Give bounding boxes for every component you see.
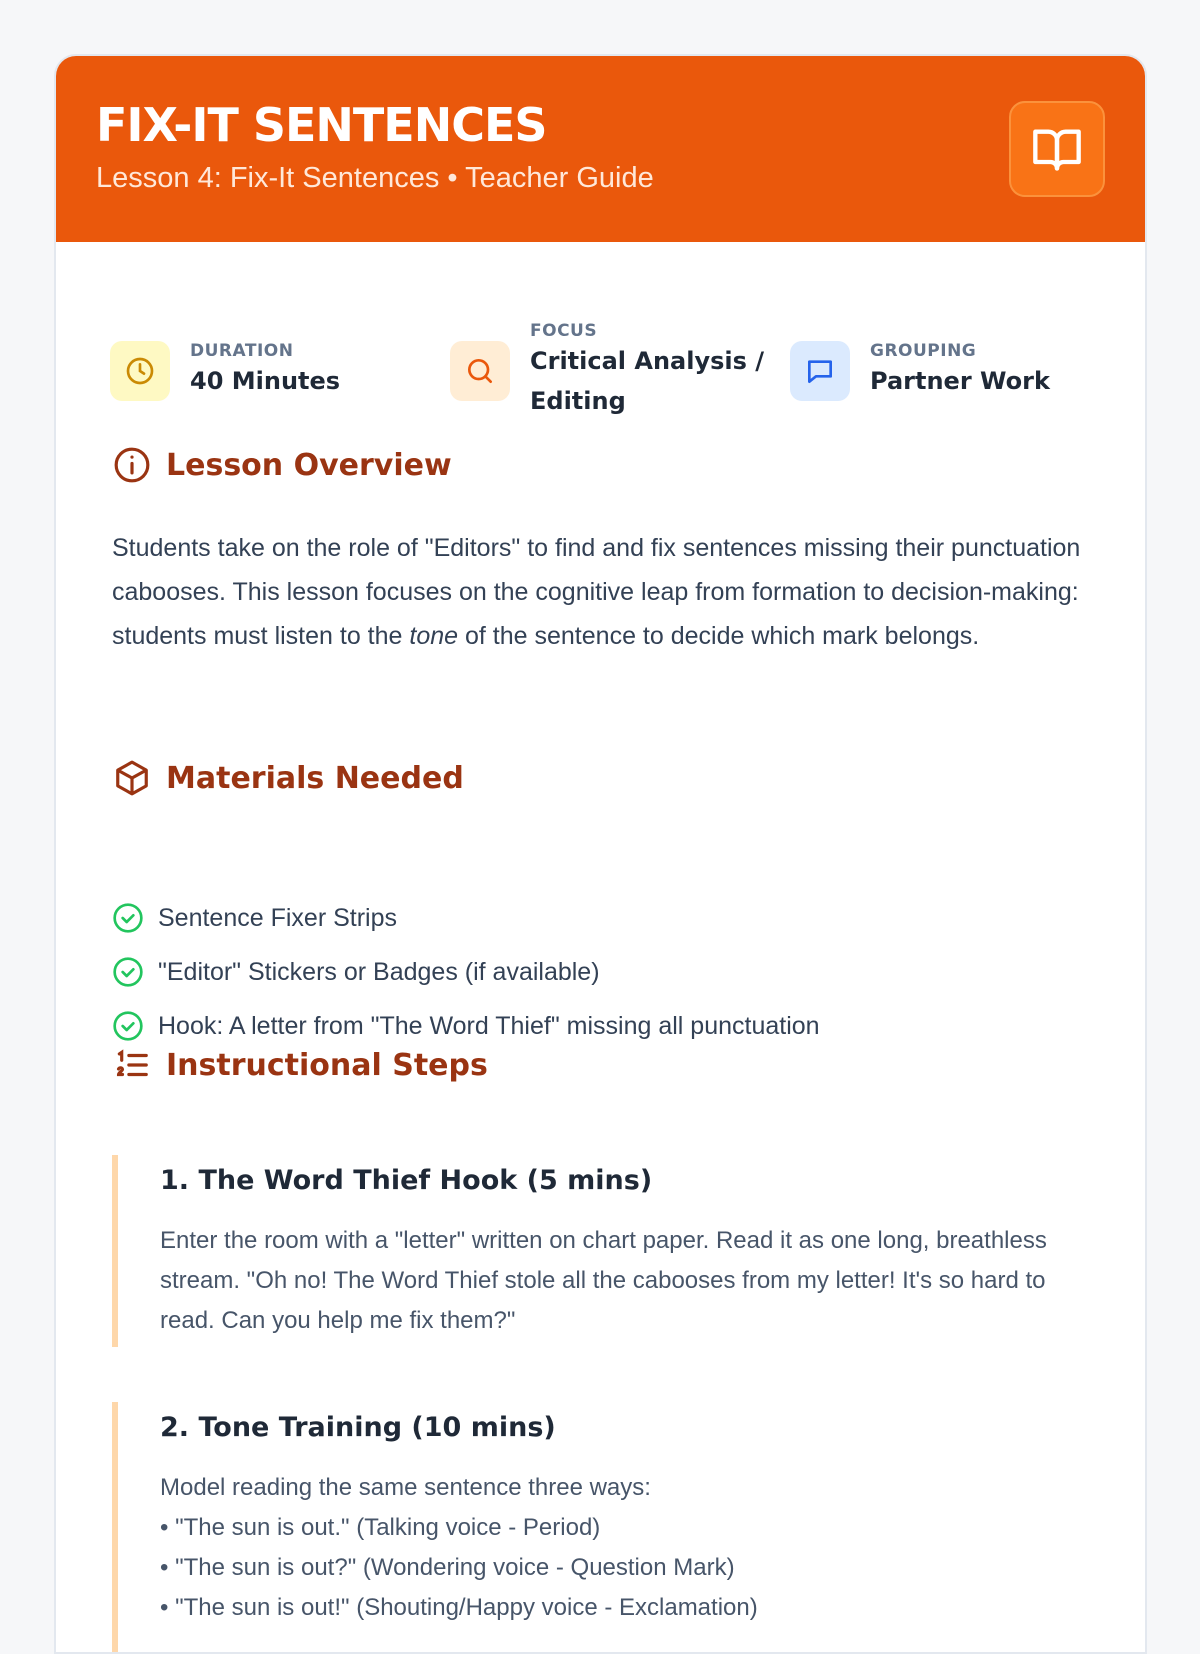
material-text: Sentence Fixer Strips (158, 903, 397, 932)
check-circle-icon (112, 902, 144, 934)
steps-heading (112, 1045, 488, 1085)
steps-title: Instructional Steps (166, 1047, 488, 1083)
step-body (160, 1468, 1102, 1628)
numbered-list-icon (112, 1045, 152, 1085)
step-intro: Model reading the same sentence three ways: (160, 1474, 651, 1501)
materials-list (112, 891, 820, 1053)
materials-title: Materials Needed (166, 760, 464, 796)
materials-heading (112, 758, 464, 798)
meta-label: DURATION (190, 341, 294, 361)
overview-heading (112, 445, 452, 485)
step-bullet: • "The sun is out!" (Shouting/Happy voice - Exclamation) (160, 1594, 758, 1621)
meta-grouping (790, 316, 1050, 426)
meta-value: Partner Work (870, 367, 1050, 395)
clock-icon (110, 341, 170, 401)
step-body: Enter the room with a "letter" written on chart paper. Read it as one long, breathless stream. "Oh no! The Word Thief stole all the cabooses from my letter! It's so hard to read. Can you help me fix them?" (160, 1227, 1047, 1334)
lesson-subtitle: Lesson 4: Fix-It Sentences • Teacher Guide (96, 162, 654, 194)
step-2 (112, 1402, 1102, 1654)
list-item (112, 891, 820, 945)
book-button[interactable] (1009, 101, 1105, 197)
message-icon (790, 341, 850, 401)
meta-value: 40 Minutes (190, 367, 341, 395)
info-icon (112, 445, 152, 485)
lesson-meta (56, 321, 1145, 456)
meta-value-line: Editing (530, 387, 626, 415)
overview-text-part: of the sentence to decide which mark belongs. (458, 622, 980, 650)
search-icon (450, 341, 510, 401)
material-text: Hook: A letter from "The Word Thief" missing all punctuation (158, 1011, 820, 1040)
meta-focus (450, 316, 764, 426)
lesson-title: FIX-IT SENTENCES (96, 98, 547, 152)
overview-emphasis: tone (409, 622, 459, 650)
check-circle-icon (112, 1010, 144, 1042)
meta-value-line: Critical Analysis / (530, 347, 765, 375)
overview-text (112, 526, 1102, 658)
lesson-header (56, 56, 1145, 242)
lesson-card (54, 54, 1147, 1654)
package-icon (112, 758, 152, 798)
book-open-icon (1031, 123, 1083, 175)
step-title: 2. Tone Training (10 mins) (160, 1412, 556, 1443)
material-text: "Editor" Stickers or Badges (if available) (158, 957, 600, 986)
overview-text-part: Students take on the role of "Editors" to find and fix sentences missing their punctuation cabooses. This lesson focuses on the cognitive leap from formation to decision-making: students must listen to the (112, 534, 1081, 650)
check-circle-icon (112, 956, 144, 988)
meta-duration (110, 316, 340, 426)
step-1 (112, 1155, 1102, 1347)
list-item (112, 945, 820, 999)
meta-label: FOCUS (530, 321, 598, 341)
step-title: 1. The Word Thief Hook (5 mins) (160, 1165, 653, 1196)
meta-label: GROUPING (870, 341, 977, 361)
step-bullet: • "The sun is out." (Talking voice - Period) (160, 1514, 601, 1541)
overview-title: Lesson Overview (166, 447, 452, 483)
step-bullet: • "The sun is out?" (Wondering voice - Question Mark) (160, 1554, 735, 1581)
